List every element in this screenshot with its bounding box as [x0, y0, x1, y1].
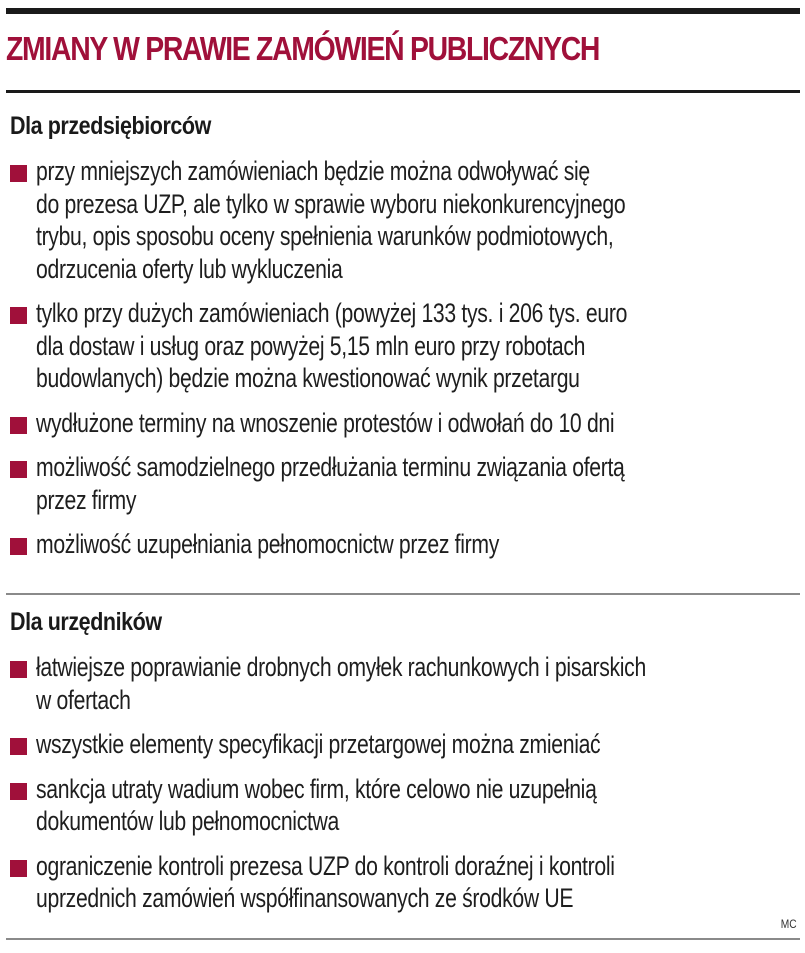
top-rule [6, 8, 800, 14]
list-item-text: możliwość samodzielnego przedłużania terminu związania ofertą przez firmy [36, 452, 625, 515]
list-item [10, 297, 805, 395]
page-title: ZMIANY W PRAWIE ZAMÓWIEŃ PUBLICZNYCH [6, 30, 600, 67]
list-item-text: możliwość uzupełniania pełnomocnictw przez firmy [36, 529, 500, 559]
square-bullet-icon [10, 538, 27, 555]
square-bullet-icon [10, 738, 27, 755]
list-item [10, 651, 805, 716]
list-item [10, 528, 805, 561]
title-rule [6, 90, 800, 93]
square-bullet-icon [10, 661, 27, 678]
list-item [10, 451, 805, 516]
list-item [10, 407, 805, 440]
list-item [10, 850, 805, 915]
list-item-text: przy mniejszych zamówieniach będzie można odwoływać się do prezesa UZP, ale tylko w sprawie wyboru niekonkurencyjnego trybu, opis sposobu oceny spełnienia warunków podmiotowych, odrzucenia oferty lub wykluczenia [36, 156, 626, 284]
section-entrepreneurs [0, 112, 805, 561]
section-divider [6, 593, 800, 595]
list-item-text: wszystkie elementy specyfikacji przetargowej można zmieniać [36, 729, 601, 759]
square-bullet-icon [10, 783, 27, 800]
list-item [10, 773, 805, 838]
section-officials [0, 608, 805, 915]
list-item-text: sankcja utraty wadium wobec firm, które celowo nie uzupełnią dokumentów lub pełnomocnictwa [36, 773, 597, 836]
section-heading: Dla przedsiębiorców [10, 112, 211, 140]
square-bullet-icon [10, 165, 27, 182]
square-bullet-icon [10, 860, 27, 877]
square-bullet-icon [10, 461, 27, 478]
bottom-rule [6, 938, 800, 940]
author-credit: MC [781, 917, 797, 931]
list-item-text: wydłużone terminy na wnoszenie protestów i odwołań do 10 dni [36, 407, 615, 438]
list-item-text: ograniczenie kontroli prezesa UZP do kontroli doraźnej i kontroli uprzednich zamówień współfinansowanych ze środków UE [36, 850, 615, 913]
list-item [10, 155, 805, 285]
list-item [10, 728, 805, 761]
list-item-text: łatwiejsze poprawianie drobnych omyłek rachunkowych i pisarskich w ofertach [36, 652, 646, 715]
list-item-text: tylko przy dużych zamówieniach (powyżej 133 tys. i 206 tys. euro dla dostaw i usług oraz powyżej 5,15 mln euro przy robotach budowlanych) będzie można kwestionować wynik przetargu [36, 298, 628, 393]
square-bullet-icon [10, 417, 27, 434]
square-bullet-icon [10, 307, 27, 324]
section-heading: Dla urzędników [10, 608, 162, 636]
